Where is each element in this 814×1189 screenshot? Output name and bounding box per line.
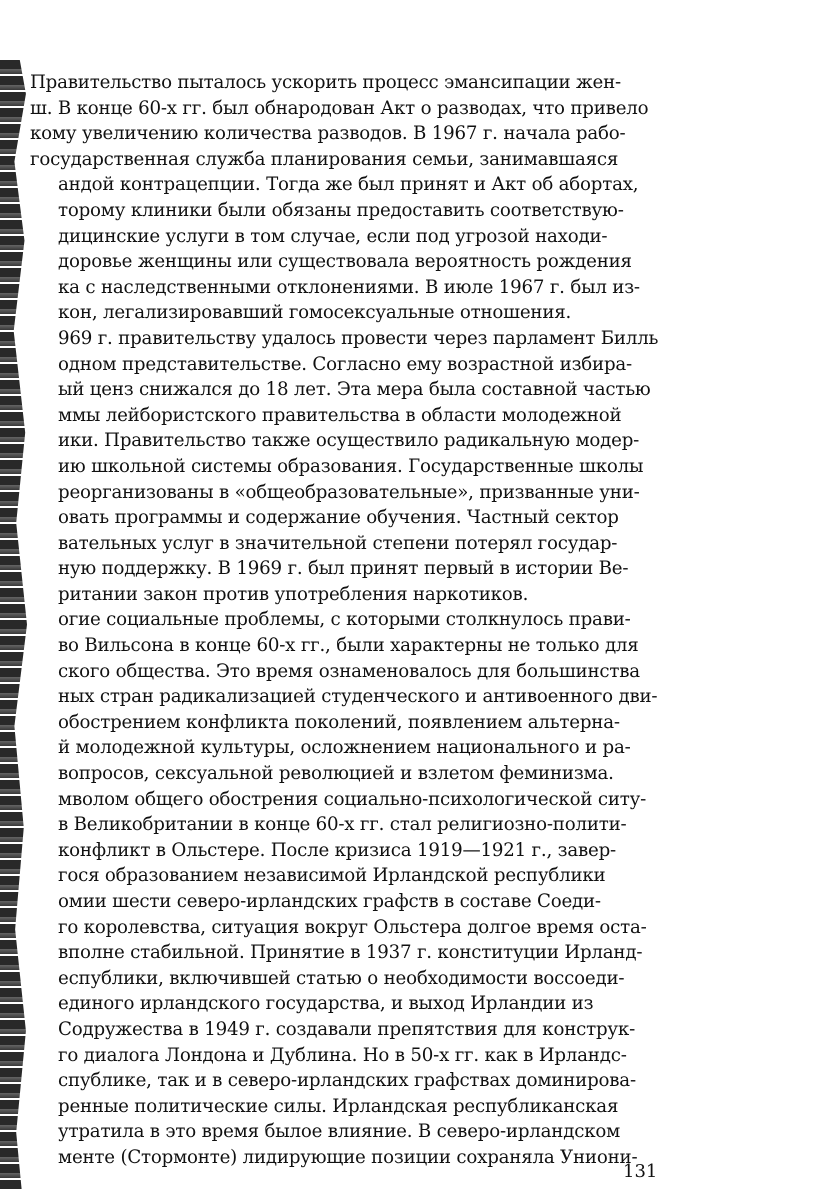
text-line: ритании закон против употребления наркотиков. [58,583,529,605]
text-line: ый ценз снижался до 18 лет. Эта мера была составной частью [58,379,651,401]
text-line: реорганизованы в «общеобразовательные», призванные уни- [58,481,640,503]
text-line: ики. Правительство также осуществило радикальную модер- [58,430,640,452]
text-line: огие социальные проблемы, с которыми столкнулось прави- [58,609,631,631]
text-line: ию школьной системы образования. Государственные школы [58,455,644,477]
text-line: спублике, так и в северо-ирландских графствах доминирова- [58,1070,636,1092]
text-line: ренные политические силы. Ирландская республиканская [58,1095,619,1117]
text-line: овать программы и содержание обучения. Частный сектор [58,507,619,529]
text-line: обострением конфликта поколений, появлением альтерна- [58,711,620,733]
page-text-block [30,70,670,1171]
text-line: ш. В конце 60-х гг. был обнародован Акт о разводах, что привело [30,97,649,119]
text-line: андой контрацепции. Тогда же был принят и Акт об абортах, [58,174,639,196]
text-line: вопросов, сексуальной революцией и взлетом феминизма. [58,763,614,785]
text-line: вполне стабильной. Принятие в 1937 г. конституции Ирланд- [58,942,643,964]
text-line: вательных услуг в значительной степени потерял государ- [58,532,618,554]
text-line: го диалога Лондона и Дублина. Но в 50-х гг. как в Ирландс- [58,1044,627,1066]
text-line: ка с наследственными отклонениями. В июле 1967 г. был из- [58,276,640,298]
text-line: ных стран радикализацией студенческого и антивоенного дви- [58,686,658,708]
text-line: 969 г. правительству удалось провести через парламент Билль [58,327,659,349]
text-line: менте (Стормонте) лидирующие позиции сохраняла Униони- [58,1146,638,1168]
text-line: утратила в это время былое влияние. В северо-ирландском [58,1121,621,1143]
text-line: единого ирландского государства, и выход Ирландии из [58,993,594,1015]
text-line: ского общества. Это время ознаменовалось для большинства [58,660,640,682]
text-line: омии шести северо-ирландских графств в составе Соеди- [58,891,601,912]
text-line: государственная служба планирования семьи, занимавшаяся [30,148,619,170]
text-line: ную поддержку. В 1969 г. был принят первый в истории Ве- [58,558,629,580]
text-line: кому увеличению количества разводов. В 1967 г. начала рабо- [30,123,626,145]
text-line: дицинские услуги в том случае, если под угрозой находи- [58,225,608,247]
text-line: го королевства, ситуация вокруг Ольстера долгое время оста- [58,916,647,938]
text-line: мволом общего обострения социально-психологической ситу- [58,788,647,810]
text-line: Содружества в 1949 г. создавали препятствия для конструк- [58,1018,636,1040]
text-line: й молодежной культуры, осложнением национального и ра- [58,737,631,759]
text-line: кон, легализировавший гомосексуальные отношения. [58,302,572,324]
text-line: в Великобритании в конце 60-х гг. стал религиозно-полити- [58,814,627,836]
text-line: доровье женщины или существовала вероятность рождения [58,251,632,273]
text-line: Правительство пыталось ускорить процесс эмансипации жен- [30,72,621,93]
text-line: гося образованием независимой Ирландской республики [58,865,606,887]
text-line: торому клиники были обязаны предоставить соответствую- [58,199,624,221]
text-line: во Вильсона в конце 60-х гг., были характерны не только для [58,635,639,657]
text-line: еспублики, включившей статью о необходимости воссоеди- [58,967,625,989]
page-number: 131 [623,1161,658,1182]
text-line: одном представительстве. Согласно ему возрастной избира- [58,353,633,375]
text-line: конфликт в Ольстере. После кризиса 1919—1921 г., завер- [58,839,616,861]
text-line: ммы лейбористского правительства в области молодежной [58,404,622,426]
